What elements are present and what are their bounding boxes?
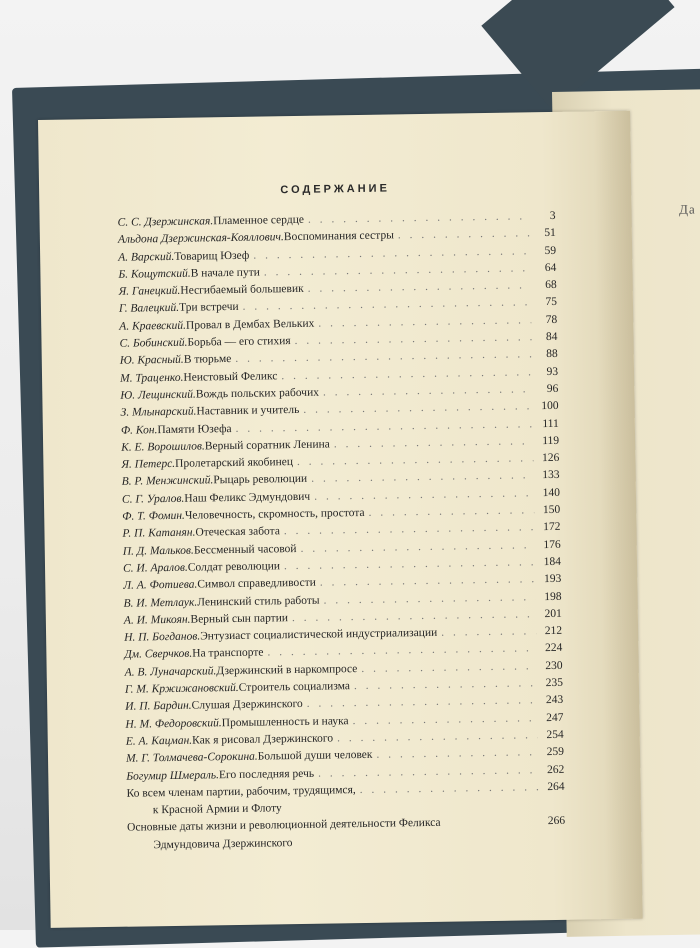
entry-author: Г. Валецкий. xyxy=(119,300,179,318)
entry-page-number: 68 xyxy=(535,277,557,295)
toc-dates-line-1-text: Основные даты жизни и революционной деятельности Феликса xyxy=(127,815,441,837)
entry-title: Строитель социализма xyxy=(239,678,351,697)
entry-page-number: 235 xyxy=(541,675,563,693)
toc-heading: СОДЕРЖАНИЕ xyxy=(39,179,631,200)
entry-page-number: 100 xyxy=(536,398,558,416)
entry-page-number: 51 xyxy=(534,225,556,243)
entry-author: А. В. Луначарский. xyxy=(125,663,217,682)
toc-appeal-line-1-text: Ко всем членам партии, рабочим, трудящимся, xyxy=(126,782,355,803)
entry-title: Верный соратник Ленина xyxy=(205,436,330,455)
entry-page-number: 201 xyxy=(540,606,562,624)
entry-page-number: 3 xyxy=(533,208,555,226)
entry-title: Провал в Дембах Вельких xyxy=(186,315,315,334)
dot-leader xyxy=(360,779,539,799)
entry-page-number: 96 xyxy=(536,381,558,399)
toc-dates-line-2-text: Эдмундовича Дзержинского xyxy=(153,835,292,854)
entry-title: Дзержинский в наркомпросе xyxy=(216,661,357,681)
entry-author: Н. М. Федоровский. xyxy=(125,715,221,734)
entry-title: Наставник и учитель xyxy=(196,402,299,421)
entry-title: Как я рисовал Дзержинского xyxy=(192,730,333,750)
entry-author: К. Е. Ворошилов. xyxy=(121,438,205,457)
entry-title: Солдат революции xyxy=(188,558,280,577)
dot-leader xyxy=(297,842,540,846)
entry-page-number: 184 xyxy=(539,554,561,572)
entry-page-number: 230 xyxy=(541,658,563,676)
entry-title: Товарищ Юзеф xyxy=(174,247,249,265)
entry-author: С. С. Дзержинская. xyxy=(117,213,213,232)
entry-title: Пролетарский якобинец xyxy=(175,454,293,473)
entry-author: Я. Ганецкий. xyxy=(119,283,181,301)
entry-page-number: 78 xyxy=(535,312,557,330)
entry-page-number: 176 xyxy=(539,536,561,554)
entry-page-number: 59 xyxy=(534,242,556,260)
entry-author: Н. П. Богданов. xyxy=(124,629,200,647)
entry-page-number: 140 xyxy=(538,485,560,503)
entry-page-number: 212 xyxy=(540,623,562,641)
entry-author: С. И. Аралов. xyxy=(123,560,188,578)
entry-page-number: 150 xyxy=(538,502,560,520)
entry-title: Энтузиаст социалистической индустриализации xyxy=(200,625,437,646)
entry-author: А. Варский. xyxy=(118,248,174,266)
dot-leader xyxy=(441,623,536,642)
entry-title: На транспорте xyxy=(192,645,263,663)
entry-author: Ф. Кон. xyxy=(121,422,158,440)
dot-leader xyxy=(286,807,539,811)
toc-appeal-line-2-text: к Красной Армии и Флоту xyxy=(153,800,282,819)
entry-title: Ленинский стиль работы xyxy=(197,592,320,611)
entry-author: Богумир Шмераль. xyxy=(126,767,219,786)
entry-page-number: 84 xyxy=(535,329,557,347)
table-of-contents xyxy=(117,208,565,855)
entry-page-number: 111 xyxy=(537,415,559,433)
dot-leader xyxy=(398,226,530,245)
entry-author: Г. М. Кржижановский. xyxy=(125,680,239,699)
entry-author: Дм. Сверчков. xyxy=(124,646,192,664)
entry-author: Я. Петерс. xyxy=(121,456,175,474)
entry-title: Рыцарь революции xyxy=(213,471,307,490)
entry-title: Борьба — его стихия xyxy=(187,333,290,352)
entry-page-number: 88 xyxy=(536,346,558,364)
entry-page-number: 264 xyxy=(542,779,564,797)
entry-title: В тюрьме xyxy=(184,351,232,369)
entry-author: В. Р. Менжинский. xyxy=(122,473,214,492)
entry-author: Е. А. Кацман. xyxy=(126,733,193,751)
entry-page-number: 243 xyxy=(541,692,563,710)
entry-title: Символ справедливости xyxy=(197,575,316,594)
entry-title: Слушая Дзержинского xyxy=(191,696,302,715)
entry-page-number: 198 xyxy=(539,588,561,606)
entry-author: Ф. Т. Фомин. xyxy=(122,508,185,526)
entry-page-number: 247 xyxy=(541,709,563,727)
entry-title: Бессменный часовой xyxy=(194,541,297,560)
entry-author: М. Траценко. xyxy=(120,369,184,387)
entry-page-number: 224 xyxy=(540,640,562,658)
entry-page-number: 133 xyxy=(538,467,560,485)
entry-author: Б. Кощутский. xyxy=(118,266,191,284)
entry-author: В. И. Метлаук. xyxy=(123,594,197,612)
dot-leader xyxy=(445,825,540,826)
entry-title: Несгибаемый большевик xyxy=(180,281,304,300)
entry-page-number: 262 xyxy=(542,761,564,779)
entry-title: Большой души человек xyxy=(258,747,373,766)
entry-title: Промышленность и наука xyxy=(222,713,349,732)
entry-title: Памяти Юзефа xyxy=(157,421,231,439)
entry-title: Вождь польских рабочих xyxy=(196,385,319,404)
facing-page-text: Да xyxy=(679,202,696,218)
entry-page-number: 172 xyxy=(538,519,560,537)
entry-title: Неистовый Феликс xyxy=(183,368,277,387)
entry-title: Пламенное сердце xyxy=(213,212,304,231)
entry-page-number: 119 xyxy=(537,433,559,451)
entry-title: Отеческая забота xyxy=(195,524,280,543)
entry-title: Воспоминания сестры xyxy=(284,228,394,247)
entry-page-number: 75 xyxy=(535,294,557,312)
entry-page-number: 193 xyxy=(539,571,561,589)
entry-page-number: 259 xyxy=(542,744,564,762)
entry-author: Ю. Лещинский. xyxy=(120,387,196,405)
entry-author: А. И. Микоян. xyxy=(124,611,191,629)
entry-author: Л. А. Фотиева. xyxy=(123,577,197,595)
entry-author: П. Д. Мальков. xyxy=(123,542,194,560)
entry-page-number: 126 xyxy=(537,450,559,468)
entry-page-number: 93 xyxy=(536,364,558,382)
entry-page-number: 254 xyxy=(542,727,564,745)
entry-page-number: 266 xyxy=(543,813,565,831)
entry-title: Три встречи xyxy=(179,299,239,317)
entry-author: А. Краевский. xyxy=(119,317,186,335)
entry-author: З. Млынарский. xyxy=(120,404,196,422)
contents-page xyxy=(38,111,643,928)
entry-title: Верный сын партии xyxy=(190,610,288,629)
entry-author: Ю. Красный. xyxy=(120,352,184,370)
entry-author: С. Бобинский. xyxy=(119,335,187,353)
entry-author: М. Г. Толмачева-Сорокина. xyxy=(126,749,258,768)
entry-title: Человечность, скромность, простота xyxy=(185,505,365,525)
entry-title: Наш Феликс Эдмундович xyxy=(184,489,310,508)
entry-title: В начале пути xyxy=(191,264,260,282)
entry-author: Р. П. Катанян. xyxy=(122,525,195,543)
entry-page-number: 64 xyxy=(534,260,556,278)
entry-author: Альдона Дзержинская-Кояллович. xyxy=(118,229,284,249)
entry-title: Его последняя речь xyxy=(219,765,314,784)
entry-author: И. П. Бардин. xyxy=(125,698,192,716)
entry-author: С. Г. Уралов. xyxy=(122,490,185,508)
